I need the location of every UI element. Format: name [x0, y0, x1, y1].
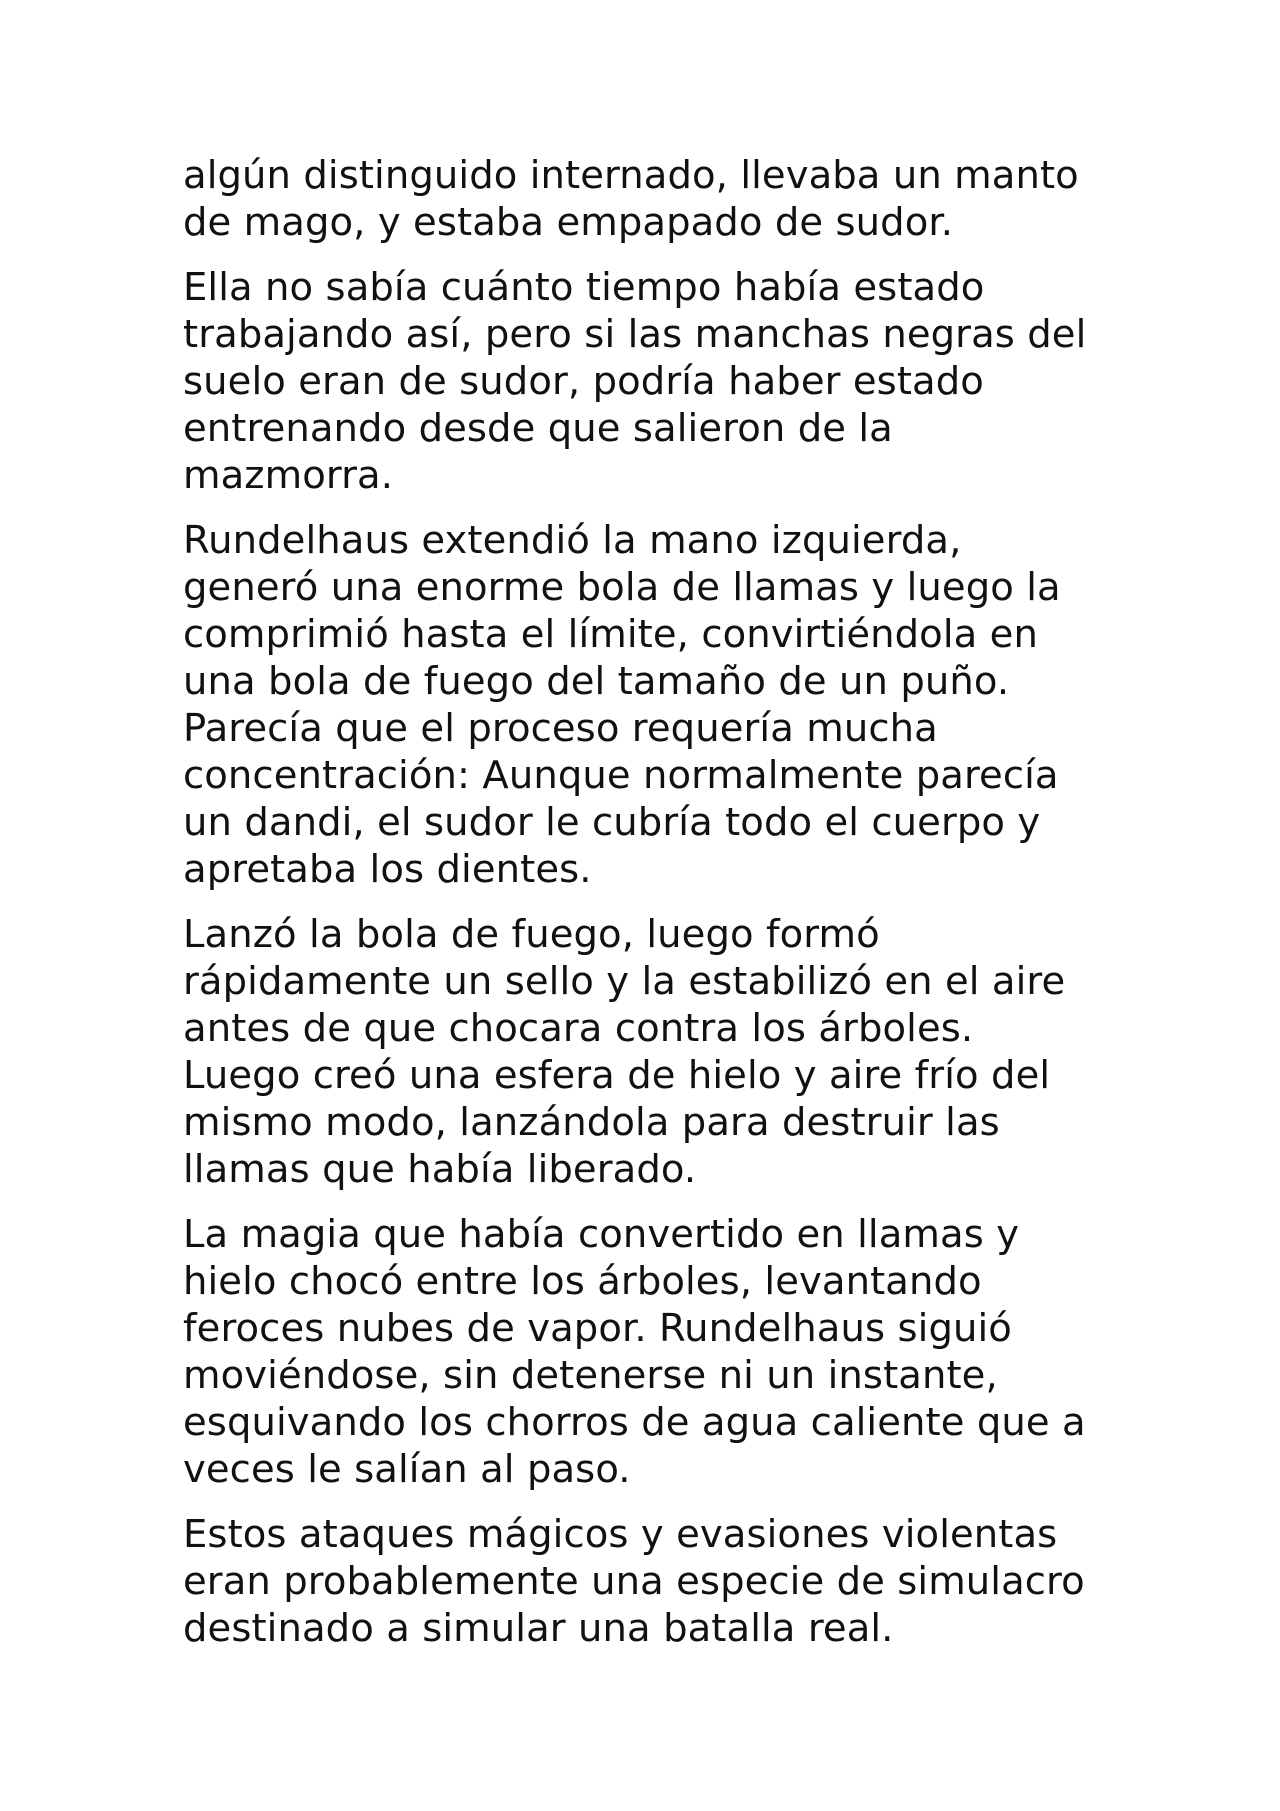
paragraph: Lanzó la bola de fuego, luego formó rápidamente un sello y la estabilizó en el aire antes de que chocara contra los árboles. Luego creó una esfera de hielo y aire frío del mismo modo, lanzándola para destruir las llamas que había liberado. — [183, 912, 1066, 1192]
paragraph: Rundelhaus extendió la mano izquierda, generó una enorme bola de llamas y luego la comprimió hasta el límite, convirtiéndola en una bola de fuego del tamaño de un puño. Parecía que el proceso requería mucha concentración: Aunque normalmente parecía un dandi, el sudor le cubría todo el cuerpo y apretaba los dientes. — [183, 518, 1061, 892]
document-page — [183, 152, 1123, 1670]
paragraph: Estos ataques mágicos y evasiones violentas eran probablemente una especie de simulacro destinado a simular una batalla real. — [183, 1512, 1085, 1651]
paragraph: La magia que había convertido en llamas y hielo chocó entre los árboles, levantando feroces nubes de vapor. Rundelhaus siguió moviéndose, sin detenerse ni un instante, esquivando los chorros de agua caliente que a veces le salían al paso. — [183, 1212, 1086, 1492]
paragraph: Ella no sabía cuánto tiempo había estado trabajando así, pero si las manchas negras del suelo eran de sudor, podría haber estado entrenando desde que salieron de la mazmorra. — [183, 265, 1087, 498]
paragraph: algún distinguido internado, llevaba un manto de mago, y estaba empapado de sudor. — [183, 153, 1079, 245]
